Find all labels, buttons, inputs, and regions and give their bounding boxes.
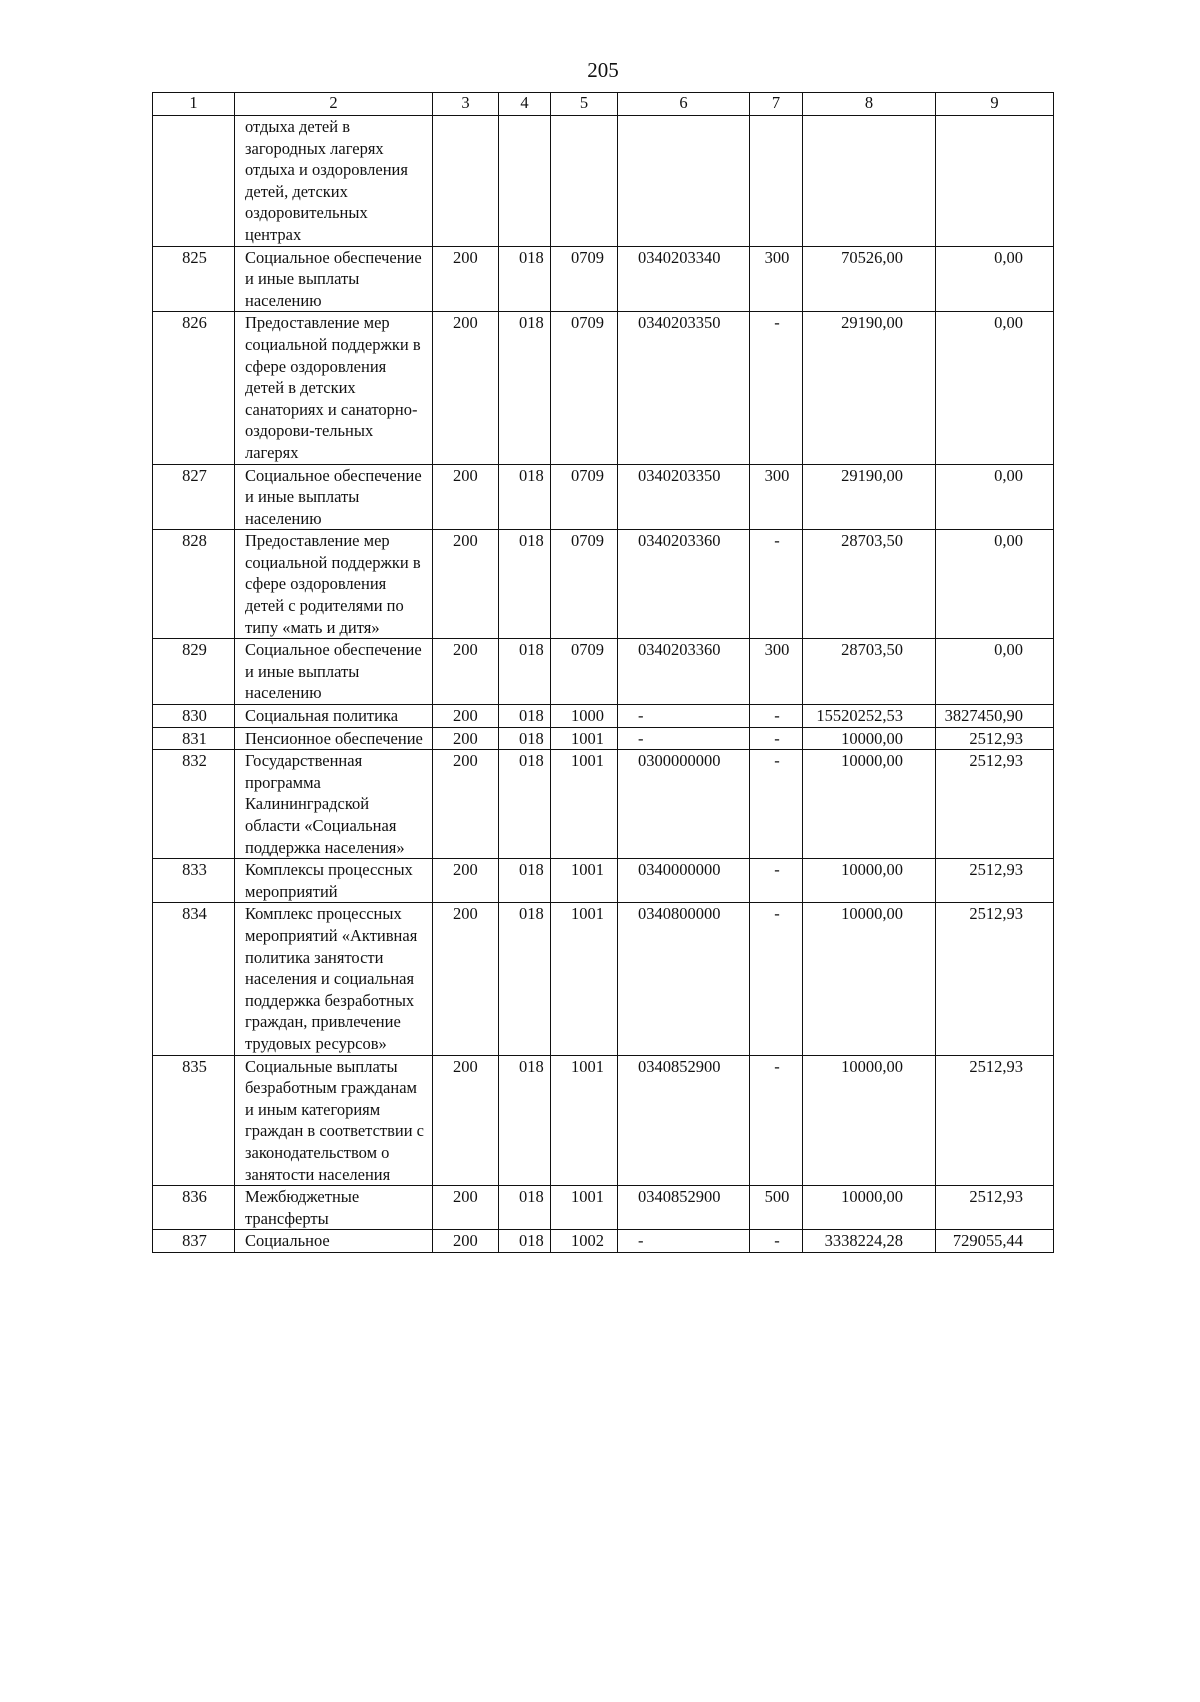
amount-col9: 0,00 <box>936 464 1054 530</box>
code-col4: 018 <box>499 312 551 464</box>
row-number: 834 <box>153 903 235 1055</box>
code-col4 <box>499 116 551 247</box>
code-col5: 0709 <box>551 246 618 312</box>
amount-col8: 10000,00 <box>803 1186 936 1230</box>
amount-col9: 0,00 <box>936 246 1054 312</box>
amount-col8: 10000,00 <box>803 903 936 1055</box>
code-col7: - <box>750 750 803 859</box>
code-col6: 0300000000 <box>618 750 750 859</box>
table-row <box>153 903 1054 1055</box>
code-col6: 0340203340 <box>618 246 750 312</box>
code-col6: 0340203360 <box>618 639 750 705</box>
table-row <box>153 246 1054 312</box>
code-col3: 200 <box>433 639 499 705</box>
item-name: отдыха детей в загородных лагерях отдыха и оздоровления детей, детских оздоровительных центрах <box>235 116 433 247</box>
code-col7: - <box>750 1230 803 1253</box>
row-number: 836 <box>153 1186 235 1230</box>
table-row <box>153 312 1054 464</box>
code-col3: 200 <box>433 464 499 530</box>
item-name: Государственная программа Калининградской области «Социальная поддержка населения» <box>235 750 433 859</box>
amount-col8: 28703,50 <box>803 530 936 639</box>
code-col6: 0340852900 <box>618 1186 750 1230</box>
code-col5: 0709 <box>551 464 618 530</box>
budget-table <box>152 92 1054 1253</box>
code-col3: 200 <box>433 1055 499 1186</box>
code-col3: 200 <box>433 246 499 312</box>
code-col7: - <box>750 705 803 728</box>
code-col7: - <box>750 312 803 464</box>
row-number: 833 <box>153 859 235 903</box>
code-col7: - <box>750 530 803 639</box>
code-col4: 018 <box>499 1230 551 1253</box>
row-number: 825 <box>153 246 235 312</box>
table-row <box>153 116 1054 247</box>
item-name: Пенсионное обеспечение <box>235 727 433 750</box>
code-col5: 1000 <box>551 705 618 728</box>
item-name: Социальное обеспечение и иные выплаты населению <box>235 246 433 312</box>
table-row <box>153 1186 1054 1230</box>
table-row <box>153 1055 1054 1186</box>
code-col7 <box>750 116 803 247</box>
code-col5: 1001 <box>551 750 618 859</box>
amount-col8: 10000,00 <box>803 727 936 750</box>
amount-col9 <box>936 116 1054 247</box>
table-row <box>153 750 1054 859</box>
code-col6: 0340800000 <box>618 903 750 1055</box>
code-col4: 018 <box>499 530 551 639</box>
amount-col8: 15520252,53 <box>803 705 936 728</box>
column-header: 7 <box>750 93 803 116</box>
column-header: 8 <box>803 93 936 116</box>
column-header: 4 <box>499 93 551 116</box>
code-col4: 018 <box>499 1186 551 1230</box>
code-col5: 1001 <box>551 727 618 750</box>
amount-col9: 729055,44 <box>936 1230 1054 1253</box>
code-col5: 0709 <box>551 639 618 705</box>
item-name: Социальные выплаты безработным гражданам и иным категориям граждан в соответствии с законодательством о занятости населения <box>235 1055 433 1186</box>
amount-col9: 2512,93 <box>936 1055 1054 1186</box>
code-col5: 1001 <box>551 1055 618 1186</box>
code-col7: - <box>750 903 803 1055</box>
code-col3: 200 <box>433 1230 499 1253</box>
amount-col8: 10000,00 <box>803 1055 936 1186</box>
amount-col9: 3827450,90 <box>936 705 1054 728</box>
code-col7: 300 <box>750 464 803 530</box>
amount-col9: 2512,93 <box>936 903 1054 1055</box>
code-col7: - <box>750 727 803 750</box>
code-col6: 0340203350 <box>618 312 750 464</box>
item-name: Комплекс процессных мероприятий «Активная политика занятости населения и социальная поддержка безработных граждан, привлечение трудовых ресурсов» <box>235 903 433 1055</box>
code-col6: 0340203350 <box>618 464 750 530</box>
row-number: 830 <box>153 705 235 728</box>
code-col5: 0709 <box>551 312 618 464</box>
amount-col9: 2512,93 <box>936 1186 1054 1230</box>
header-row <box>153 93 1054 116</box>
row-number: 831 <box>153 727 235 750</box>
amount-col9: 2512,93 <box>936 859 1054 903</box>
table-row <box>153 639 1054 705</box>
row-number: 828 <box>153 530 235 639</box>
item-name: Предоставление мер социальной поддержки в сфере оздоровления детей с родителями по типу «мать и дитя» <box>235 530 433 639</box>
amount-col9: 2512,93 <box>936 750 1054 859</box>
code-col4: 018 <box>499 1055 551 1186</box>
item-name: Комплексы процессных мероприятий <box>235 859 433 903</box>
column-header: 1 <box>153 93 235 116</box>
code-col3: 200 <box>433 903 499 1055</box>
amount-col8: 28703,50 <box>803 639 936 705</box>
table-row <box>153 530 1054 639</box>
code-col4: 018 <box>499 464 551 530</box>
amount-col9: 2512,93 <box>936 727 1054 750</box>
code-col3: 200 <box>433 727 499 750</box>
column-header: 5 <box>551 93 618 116</box>
row-number: 835 <box>153 1055 235 1186</box>
item-name: Межбюджетные трансферты <box>235 1186 433 1230</box>
code-col7: 300 <box>750 246 803 312</box>
row-number: 826 <box>153 312 235 464</box>
table-row <box>153 1230 1054 1253</box>
code-col3 <box>433 116 499 247</box>
code-col4: 018 <box>499 639 551 705</box>
code-col5: 0709 <box>551 530 618 639</box>
code-col5 <box>551 116 618 247</box>
row-number: 829 <box>153 639 235 705</box>
code-col5: 1001 <box>551 859 618 903</box>
code-col3: 200 <box>433 859 499 903</box>
code-col6: 0340203360 <box>618 530 750 639</box>
column-header: 3 <box>433 93 499 116</box>
code-col3: 200 <box>433 1186 499 1230</box>
amount-col8: 10000,00 <box>803 859 936 903</box>
code-col3: 200 <box>433 530 499 639</box>
row-number: 832 <box>153 750 235 859</box>
code-col6: - <box>618 705 750 728</box>
code-col3: 200 <box>433 750 499 859</box>
item-name: Предоставление мер социальной поддержки в сфере оздоровления детей в детских санаториях и санаторно-оздорови-тельных лагерях <box>235 312 433 464</box>
code-col4: 018 <box>499 246 551 312</box>
table-row <box>153 859 1054 903</box>
code-col6: - <box>618 727 750 750</box>
item-name: Социальное обеспечение и иные выплаты населению <box>235 639 433 705</box>
code-col6: 0340852900 <box>618 1055 750 1186</box>
amount-col8: 3338224,28 <box>803 1230 936 1253</box>
item-name: Социальное обеспечение и иные выплаты населению <box>235 464 433 530</box>
table-row <box>153 464 1054 530</box>
row-number: 827 <box>153 464 235 530</box>
code-col4: 018 <box>499 750 551 859</box>
amount-col9: 0,00 <box>936 530 1054 639</box>
code-col6: - <box>618 1230 750 1253</box>
code-col7: 300 <box>750 639 803 705</box>
code-col5: 1001 <box>551 903 618 1055</box>
item-name: Социальное <box>235 1230 433 1253</box>
code-col5: 1001 <box>551 1186 618 1230</box>
amount-col8: 70526,00 <box>803 246 936 312</box>
amount-col8: 29190,00 <box>803 312 936 464</box>
row-number: 837 <box>153 1230 235 1253</box>
amount-col8 <box>803 116 936 247</box>
code-col4: 018 <box>499 705 551 728</box>
column-header: 6 <box>618 93 750 116</box>
code-col7: 500 <box>750 1186 803 1230</box>
code-col3: 200 <box>433 705 499 728</box>
code-col7: - <box>750 1055 803 1186</box>
table-row <box>153 705 1054 728</box>
code-col6 <box>618 116 750 247</box>
code-col4: 018 <box>499 903 551 1055</box>
code-col7: - <box>750 859 803 903</box>
column-header: 2 <box>235 93 433 116</box>
table-row <box>153 727 1054 750</box>
amount-col8: 10000,00 <box>803 750 936 859</box>
code-col4: 018 <box>499 859 551 903</box>
item-name: Социальная политика <box>235 705 433 728</box>
column-header: 9 <box>936 93 1054 116</box>
code-col6: 0340000000 <box>618 859 750 903</box>
amount-col9: 0,00 <box>936 312 1054 464</box>
code-col3: 200 <box>433 312 499 464</box>
row-number <box>153 116 235 247</box>
amount-col8: 29190,00 <box>803 464 936 530</box>
code-col5: 1002 <box>551 1230 618 1253</box>
page-number: 205 <box>587 58 619 82</box>
code-col4: 018 <box>499 727 551 750</box>
amount-col9: 0,00 <box>936 639 1054 705</box>
